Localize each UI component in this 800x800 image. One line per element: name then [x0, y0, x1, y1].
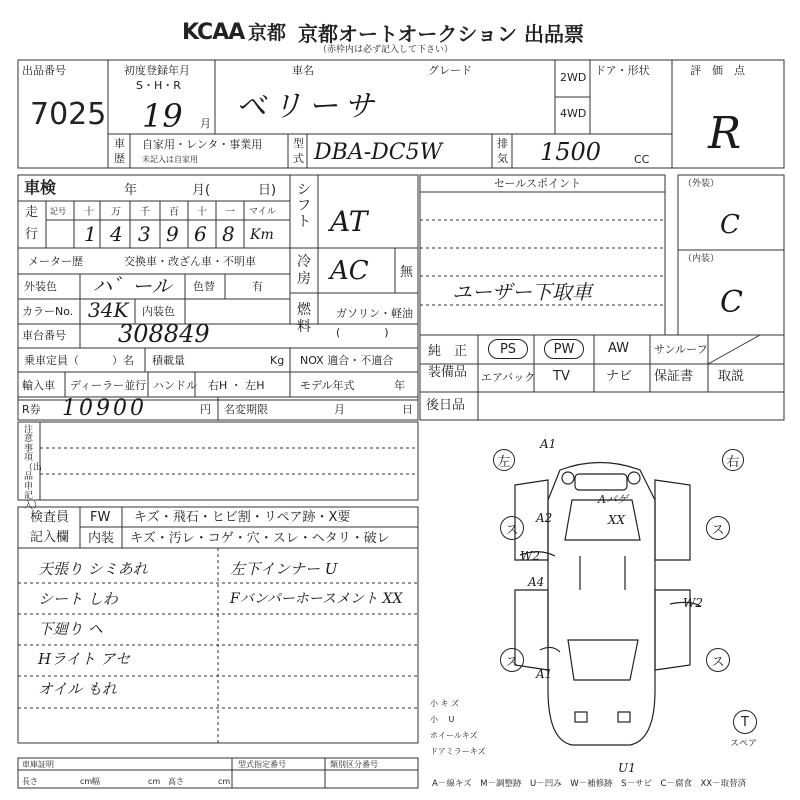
footer-dims: 車庫証明	[22, 760, 54, 769]
color-change-label: 色替	[193, 280, 215, 293]
notes-label: 注意事項（出品申記入）	[24, 425, 43, 511]
damage-mark: A2	[536, 511, 553, 525]
inspector-note: Hライト アセ	[38, 650, 131, 668]
footer-length: 長さ	[22, 777, 38, 786]
ext-score-label: （外装）	[683, 179, 720, 189]
model-code: DBA-DC5W	[314, 140, 443, 165]
damage-mark: XX	[608, 513, 626, 527]
damage-mark: A1	[540, 437, 557, 451]
tire-rl: ス	[500, 648, 524, 672]
color-no: 34K	[88, 298, 129, 322]
door-label: ドア・形状	[595, 64, 650, 77]
recycle-label: R券	[22, 403, 41, 416]
score-value: R	[708, 108, 742, 159]
drive-2wd: 2WD	[560, 71, 587, 84]
car-name: ベリーサ	[236, 89, 380, 124]
use-label-2: 歴	[114, 152, 125, 165]
form-title: 京都オートオークション 出品票	[298, 22, 584, 46]
lot-number: 7025	[30, 97, 107, 132]
meter-label: メーター歴	[28, 255, 83, 268]
grade-label: グレード	[428, 64, 472, 77]
inspector-note: 天張り シミあれ	[38, 560, 148, 578]
nc-month: 月	[334, 403, 345, 416]
logo-city: 京都	[248, 22, 287, 44]
ac-none: 無	[400, 265, 414, 280]
inspector-note: Fバンパーホースメント XX	[230, 591, 403, 607]
chassis-number: 308849	[118, 320, 210, 348]
shaken-label: 車検	[24, 178, 57, 197]
month-unit: 月	[200, 117, 211, 130]
load-unit: Kg	[270, 354, 285, 367]
reg-label: 初度登録年月	[124, 64, 190, 77]
equip-manual: 取説	[718, 369, 745, 384]
damage-mark: A4	[528, 575, 545, 589]
capacity-unit: ）名	[112, 354, 134, 367]
inspector-note: オイル もれ	[38, 680, 118, 698]
tire-fl: ス	[500, 516, 524, 540]
footer-width: 幅	[92, 777, 100, 786]
exterior-color-label: 外装色	[24, 280, 57, 293]
fuel-label: 燃料	[297, 302, 311, 335]
fw-items: キズ・飛石・ヒビ割・リペア跡・X要	[134, 510, 351, 525]
legend-small-scratch: 小 キ ズ	[430, 699, 460, 708]
tire-fr: ス	[706, 516, 730, 540]
model-label-1: 型	[293, 137, 304, 150]
mileage-header-mile: マイル	[249, 207, 276, 217]
mileage-digit: 3	[138, 222, 151, 246]
recycle-fee: 10900	[62, 396, 147, 421]
cc-label-2: 気	[497, 152, 508, 165]
reg-year: 19	[142, 97, 183, 135]
footer-height: 高さ	[168, 777, 184, 786]
load-label: 積載量	[152, 354, 185, 367]
mileage-header: 千	[140, 207, 150, 218]
color-change-value: 有	[252, 280, 263, 293]
handle-options: 右H ・ 左H	[208, 379, 265, 392]
interior-color-label: 内装色	[142, 305, 175, 318]
footer-type-label: 型式指定番号	[238, 760, 286, 769]
equip-warranty: 保証書	[654, 369, 694, 384]
model-label-2: 式	[293, 152, 304, 165]
equip-label-1: 純 正	[428, 344, 468, 359]
chassis-label: 車台番号	[22, 329, 66, 342]
int-score-label: （内装）	[683, 254, 720, 264]
footer-cm: cm	[148, 777, 161, 786]
model-year-label: モデル年式	[300, 379, 355, 392]
mileage-header: 一	[225, 207, 235, 218]
name-change-label: 名変期限	[224, 403, 268, 416]
handle-label: ハンドル	[153, 379, 197, 392]
legend-mirror-scratch: ドアミラーキズ	[430, 747, 486, 756]
damage-mark: U1	[618, 761, 636, 775]
legend-wheel-scratch: ホイールキズ	[430, 731, 478, 740]
nox-label: NOX 適合・不適合	[300, 354, 394, 367]
logo: KCAA	[182, 20, 245, 45]
exterior-color: ハ゛ール	[92, 274, 172, 298]
mileage-digit: 4	[110, 222, 123, 246]
ac-label: 冷房	[297, 254, 311, 287]
inspector-note: 左下インナー U	[230, 560, 338, 578]
ac-value: AC	[330, 256, 369, 286]
dealer-label: ディーラー並行	[70, 379, 147, 392]
use-note: 未記入は自家用	[142, 155, 198, 164]
mileage-digit: 8	[222, 222, 235, 246]
use-label-1: 車	[114, 137, 125, 150]
damage-mark: W2	[683, 596, 703, 610]
damage-legend: A－線キズ M－調整跡 U－凹み W－補修跡 S－サビ C－腐食 XX－取替済	[432, 779, 747, 789]
legend-small-dent: 小 U	[430, 715, 455, 724]
inspector-note: 下廻り ヘ	[38, 620, 103, 638]
mileage-digit: 1	[84, 222, 97, 246]
fuel-options: ガソリン・軽油	[336, 307, 413, 320]
import-label: 輸入車	[22, 379, 55, 392]
spare-label: スペア	[730, 739, 758, 749]
inspector-label-2: 記入欄	[30, 530, 70, 545]
footer-cm: cm	[80, 777, 93, 786]
yen-unit: 円	[200, 403, 211, 416]
equip-aw: AW	[608, 341, 630, 356]
damage-mark: W2	[520, 549, 540, 563]
fuel-paren: ( )	[336, 326, 389, 339]
mileage-digit: 9	[166, 222, 179, 246]
inspector-note: シート しわ	[38, 590, 118, 608]
spare-tire: T	[733, 710, 757, 734]
mileage-label-1: 走	[25, 205, 39, 220]
capacity-label: 乗車定員（	[24, 354, 79, 367]
equip-tv: TV	[553, 369, 570, 384]
sales-point: ユーザー下取車	[452, 280, 592, 304]
era-label: S・H・R	[136, 79, 181, 92]
car-name-label: 車名	[292, 64, 314, 77]
mileage-digit: 6	[194, 222, 207, 246]
color-no-label: カラーNo.	[22, 305, 74, 318]
equip-label-2: 装備品	[428, 365, 468, 380]
mileage-header: 万	[111, 207, 121, 218]
use-options: 自家用・レンタ・事業用	[142, 138, 263, 151]
aftermarket-label: 後日品	[426, 398, 466, 413]
ext-score: C	[720, 210, 740, 240]
displacement: 1500	[540, 138, 602, 166]
mileage-header: 百	[169, 207, 179, 218]
drive-4wd: 4WD	[560, 107, 587, 120]
inspector-label-1: 検査員	[30, 510, 70, 525]
shift-value: AT	[330, 205, 368, 238]
shift-label: シフト	[297, 182, 311, 231]
mileage-label-2: 行	[25, 227, 39, 242]
lot-label: 出品番号	[22, 64, 66, 77]
equip-airbag: エアバック	[481, 371, 536, 384]
shaken-month: 月(	[192, 183, 211, 198]
shaken-day: 日)	[258, 183, 277, 198]
shaken-year: 年	[124, 183, 138, 198]
left-side-label: 左	[493, 449, 515, 471]
damage-mark: A1	[536, 667, 553, 681]
equip-pw: PW	[544, 339, 584, 359]
mileage-unit: Km	[250, 227, 274, 243]
footer-cm: cm	[218, 777, 231, 786]
nc-day: 日	[402, 403, 413, 416]
interior-check-label: 内装	[88, 531, 115, 546]
model-year-unit: 年	[394, 379, 405, 392]
equip-sunroof: サンルーフ	[654, 343, 708, 356]
footer-class-label: 類別区分番号	[330, 760, 378, 769]
mileage-header: 十	[197, 207, 207, 218]
cc-unit: CC	[634, 153, 650, 166]
tire-rr: ス	[706, 648, 730, 672]
sales-point-header: セールスポイント	[494, 177, 582, 190]
int-score: C	[720, 285, 743, 320]
score-label: 評 価 点	[690, 64, 745, 77]
mileage-header-kigou: 記号	[50, 207, 66, 216]
equip-ps: PS	[488, 339, 528, 359]
cc-label-1: 排	[497, 137, 508, 150]
right-side-label: 右	[722, 449, 744, 471]
fw-label: FW	[90, 510, 111, 525]
mileage-header: 十	[84, 207, 94, 218]
equip-navi: ナビ	[606, 369, 633, 384]
form-note: （赤枠内は必ず記入して下さい）	[318, 45, 454, 55]
damage-mark: Aバゲ	[598, 493, 628, 506]
meter-options: 交換車・改ざん車・不明車	[124, 255, 256, 268]
interior-items: キズ・汚レ・コゲ・穴・スレ・ヘタリ・破レ	[130, 531, 390, 546]
